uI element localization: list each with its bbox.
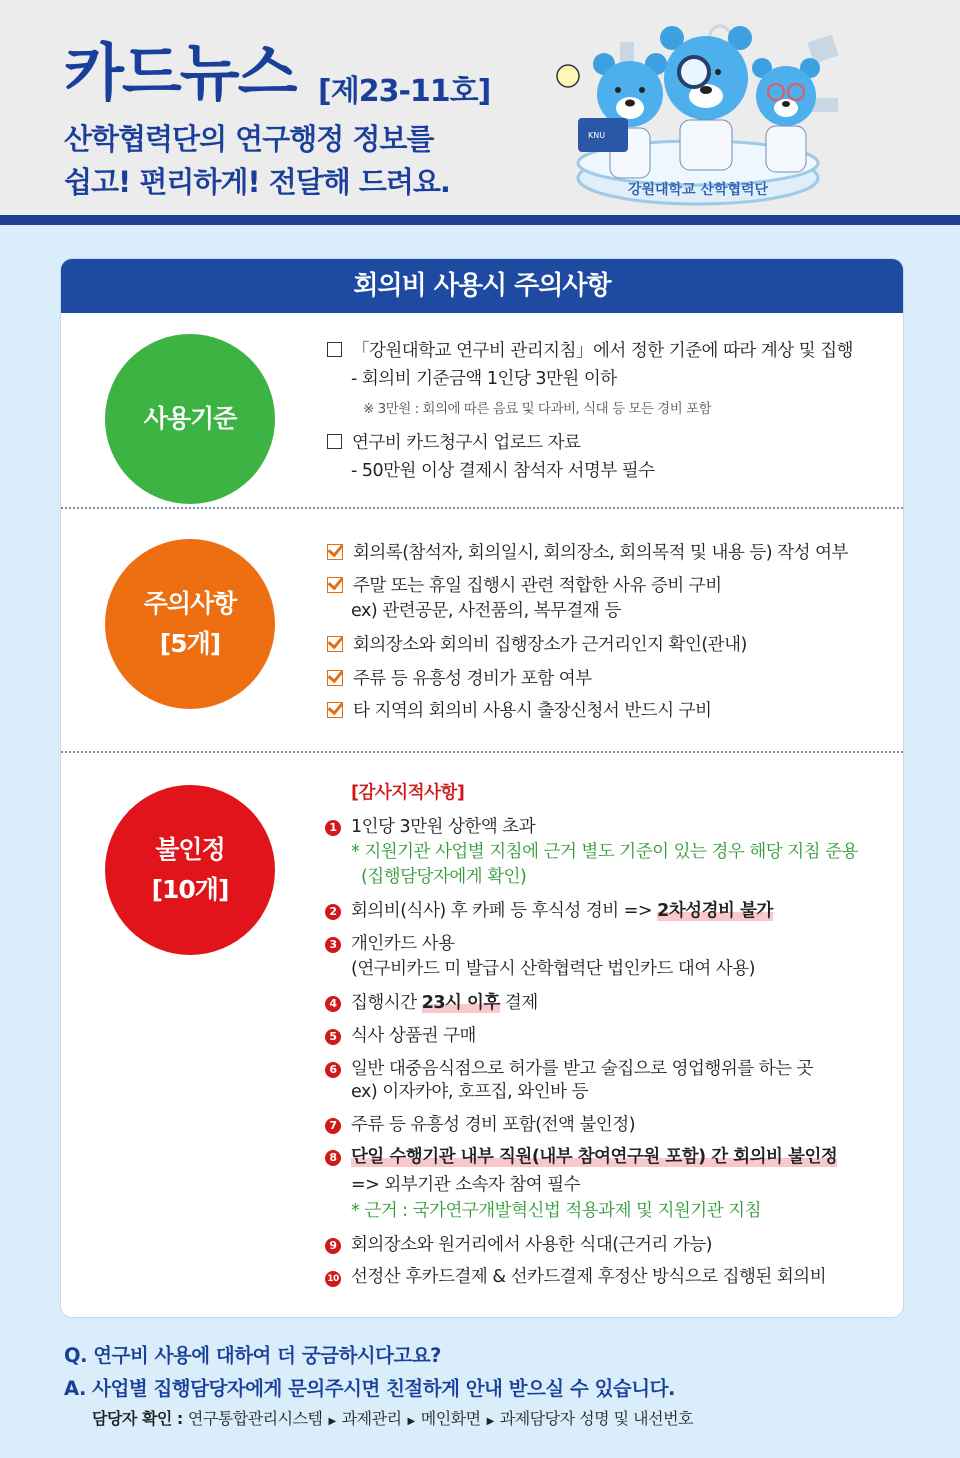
card-news-title: 카드뉴스 [64, 36, 296, 109]
reject-item [325, 1231, 712, 1256]
path-step: 과제관리 [341, 1409, 402, 1428]
contact-path [92, 1406, 693, 1429]
usage-item-1-note: ※ 3만원 : 회의에 따른 음료 및 다과비, 식대 등 모든 경비 포함 [363, 401, 712, 417]
reject-item-6-sub: ex) 이자카야, 호프집, 와인바 등 [351, 1082, 588, 1102]
contact-label: 담당자 확인 : [92, 1409, 188, 1428]
subtitle-line1: 산학협력단의 연구행정 정보를 [64, 122, 434, 156]
number-badge-icon: 8 [325, 1150, 341, 1166]
reject-label: 불인정 [155, 835, 225, 864]
reject-item [325, 1055, 813, 1080]
reject-item-3-sub: (연구비카드 미 발급시 산학협력단 법인카드 대여 사용) [351, 959, 755, 979]
reject-item-text: 식사 상품권 구매 [351, 1026, 476, 1046]
caution-circle [105, 539, 275, 709]
reject-item [325, 989, 538, 1014]
caution-item [327, 697, 711, 722]
highlight-text: 단일 수행기관 내부 직원(내부 참여연구원 포함) 간 회의비 불인정 [351, 1147, 838, 1167]
reject-item-text: 1인당 3만원 상한액 초과 [351, 817, 536, 837]
reject-item-text: 개인카드 사용 [351, 934, 455, 954]
usage-item-2-text: 연구비 카드청구시 업로드 자료 [352, 433, 581, 453]
reject-item [325, 1263, 826, 1288]
reject-item-text: 결제 [499, 993, 538, 1013]
usage-item-1 [327, 337, 853, 362]
caution-item [327, 665, 592, 690]
reject-item-text: 집행시간 [351, 993, 422, 1013]
checkbox-checked-icon [327, 670, 343, 686]
caution-item-text: 주말 또는 휴일 집행시 관련 적합한 사유 증비 구비 [353, 576, 722, 596]
reject-item [325, 813, 535, 838]
checkbox-empty-icon [327, 342, 342, 357]
reject-item-text: 회의장소와 원거리에서 사용한 식대(근거리 가능) [351, 1235, 713, 1255]
reject-circle [105, 785, 275, 955]
number-badge-icon: 7 [325, 1118, 341, 1134]
caution-item-text: 주류 등 유흥성 경비가 포함 여부 [353, 669, 592, 689]
subtitle-line2: 쉽고! 편리하게! 전달해 드려요. [64, 165, 450, 199]
number-badge-icon: 9 [325, 1238, 341, 1254]
caution-item-text: 회의장소와 회의비 집행장소가 근거리인지 확인(관내) [353, 635, 747, 655]
reject-item [325, 897, 773, 922]
number-badge-icon: 10 [325, 1271, 341, 1287]
caution-item [327, 539, 848, 564]
triangle-right-icon: ▶ [407, 1416, 415, 1427]
reject-item [325, 1143, 837, 1168]
header-subtitle [64, 118, 450, 204]
section-divider [61, 507, 903, 509]
number-badge-icon: 3 [325, 937, 341, 953]
highlight-text: 2차성경비 불가 [657, 901, 773, 921]
number-badge-icon: 1 [325, 820, 341, 836]
reject-item-1-note: * 지원기관 사업별 지침에 근거 별도 기준이 있는 경우 해당 지침 준용 [351, 842, 858, 862]
checkbox-checked-icon [327, 702, 343, 718]
audit-title: [감사지적사항] [351, 783, 465, 803]
usage-item-2-sub: - 50만원 이상 결제시 참석자 서명부 필수 [351, 461, 655, 481]
caution-item-text: 타 지역의 회의비 사용시 출장신청서 반드시 구비 [353, 701, 712, 721]
path-step: 연구통합관리시스템 [187, 1409, 323, 1428]
checkbox-checked-icon [327, 636, 343, 652]
reject-item-8-note: * 근거 : 국가연구개발혁신법 적용과제 및 지원기관 지침 [351, 1201, 761, 1221]
reject-item-text: 회의비(식사) 후 카페 등 후식성 경비 => [351, 901, 658, 921]
card-title: 회의비 사용시 주의사항 [61, 259, 903, 313]
faq-question: Q. 연구비 사용에 대하여 더 궁금하시다고요? [64, 1344, 441, 1367]
reject-item-text: 주류 등 유흥성 경비 포함(전액 불인정) [351, 1115, 636, 1135]
triangle-right-icon: ▶ [486, 1416, 494, 1427]
meeting-expense-card [60, 258, 904, 1318]
path-step: 과제담당자 성명 및 내선번호 [499, 1409, 693, 1428]
usage-standard-circle [105, 334, 275, 504]
section-divider [61, 751, 903, 753]
header-stripe [0, 215, 960, 225]
reject-item-text: 일반 대중음식점으로 허가를 받고 술집으로 영업행위를 하는 곳 [351, 1059, 813, 1079]
usage-item-2 [327, 429, 580, 454]
caution-label: 주의사항 [143, 589, 237, 618]
triangle-right-icon: ▶ [328, 1416, 336, 1427]
faq-answer: A. 사업별 집행담당자에게 문의주시면 친절하게 안내 받으실 수 있습니다. [64, 1377, 675, 1400]
issue-number: [제23-11호] [318, 74, 491, 109]
checkbox-empty-icon [327, 434, 342, 449]
reject-item [325, 1111, 635, 1136]
usage-standard-label: 사용기준 [143, 404, 237, 433]
usage-item-1-sub: - 회의비 기준금액 1인당 3만원 이하 [351, 369, 617, 389]
caution-item-2-sub: ex) 관련공문, 사전품의, 복무결재 등 [351, 601, 621, 621]
laptop-badge-text: KNU [588, 131, 606, 140]
bear-mascot-illustration [548, 18, 848, 208]
highlight-text: 23시 이후 [421, 993, 500, 1013]
checkbox-checked-icon [327, 544, 343, 560]
number-badge-icon: 6 [325, 1062, 341, 1078]
reject-item [325, 1022, 476, 1047]
caution-count: [5개] [159, 629, 221, 658]
reject-item [325, 930, 455, 955]
number-badge-icon: 2 [325, 904, 341, 920]
reject-count: [10개] [151, 875, 229, 904]
caution-item [327, 631, 747, 656]
usage-item-1-text: 「강원대학교 연구비 관리지침」에서 정한 기준에 따라 계상 및 집행 [352, 341, 854, 361]
caution-item-text: 회의록(참석자, 회의일시, 회의장소, 회의목적 및 내용 등) 작성 여부 [353, 543, 848, 563]
caution-item [327, 572, 722, 597]
path-step: 메인화면 [420, 1409, 481, 1428]
reject-item-text: 선정산 후카드결제 & 선카드결제 후정산 방식으로 집행된 회의비 [351, 1267, 827, 1287]
reject-item-8-sub: => 외부기관 소속자 참여 필수 [351, 1175, 581, 1195]
reject-item-1-note2: (집행담당자에게 확인) [361, 867, 527, 887]
number-badge-icon: 5 [325, 1029, 341, 1045]
mascot-pedestal-text: 강원대학교 산학협력단 [627, 182, 769, 198]
number-badge-icon: 4 [325, 996, 341, 1012]
checkbox-checked-icon [327, 577, 343, 593]
